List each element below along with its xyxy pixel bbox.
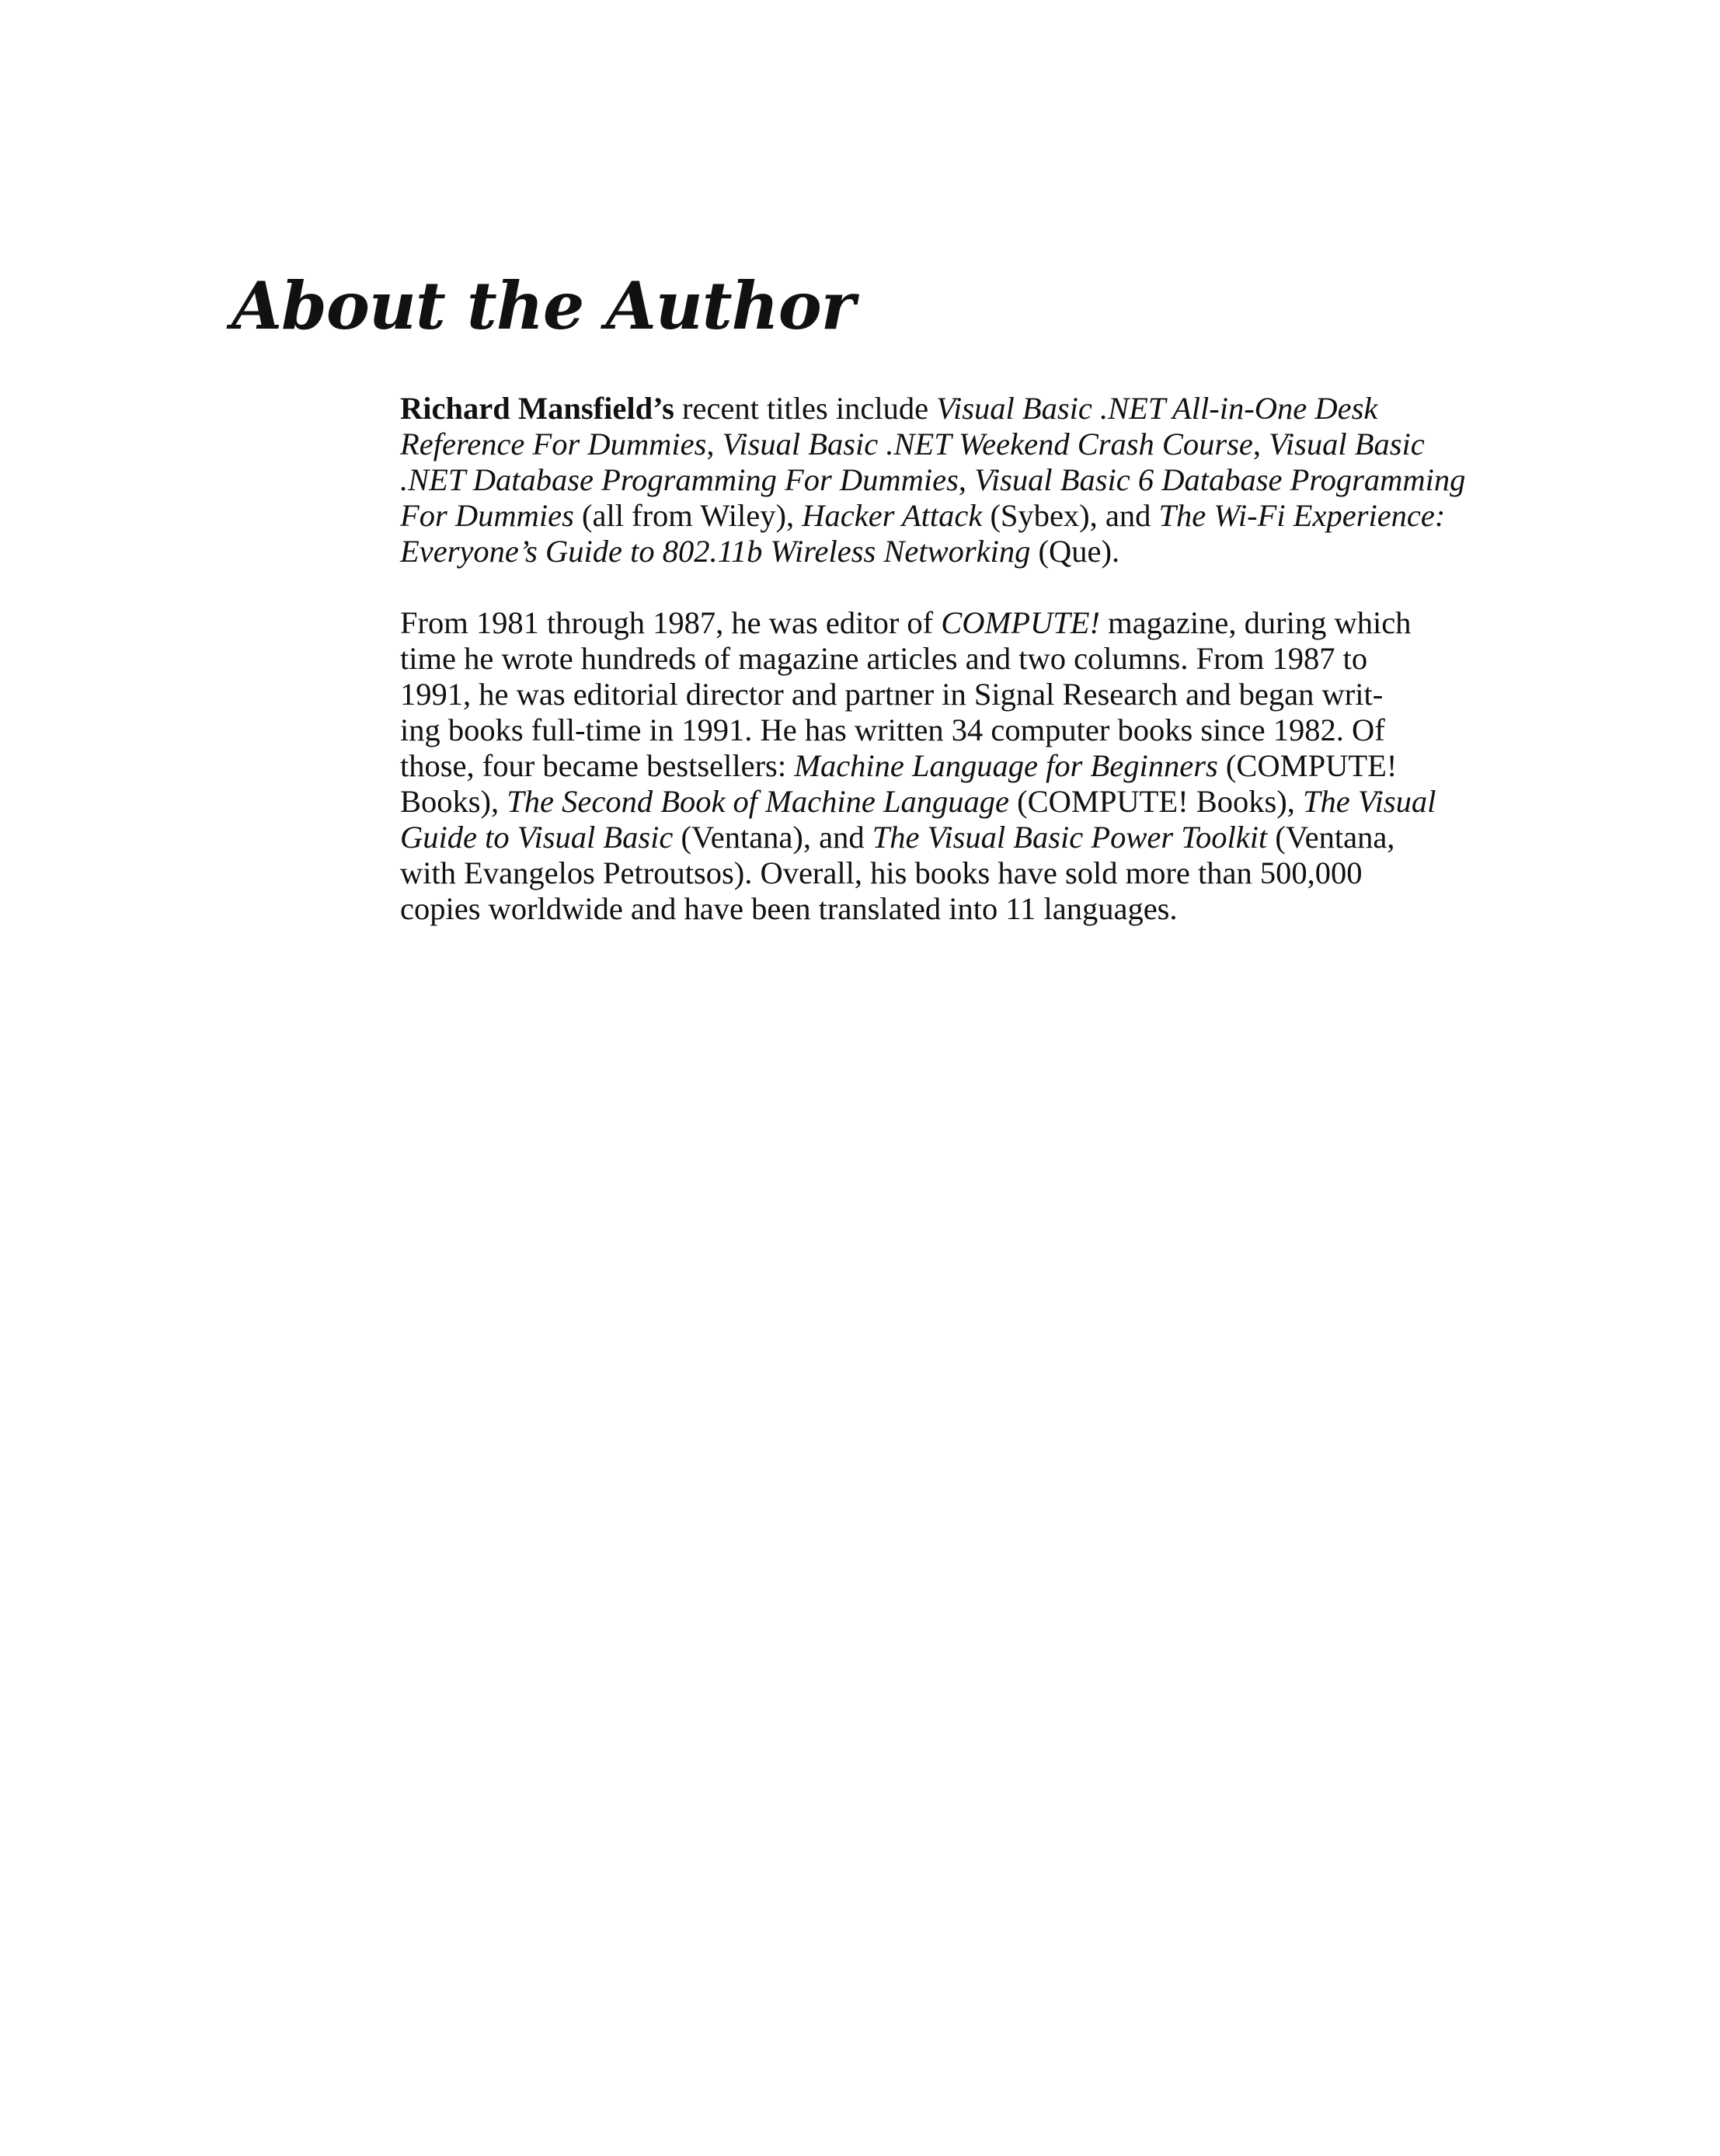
bio-paragraph-career (400, 605, 1503, 927)
text-run: (Ventana), and (673, 820, 872, 855)
bio-line (400, 498, 1445, 533)
bio-line (400, 855, 1362, 890)
bio-line (400, 784, 1436, 819)
text-run: From 1981 through 1987, he was editor of (400, 605, 942, 640)
page-title: About the Author (232, 267, 855, 344)
book-title: The Visual (1303, 784, 1436, 819)
text-run: (COMPUTE! Books), (1009, 784, 1304, 819)
bio-line (400, 748, 1397, 783)
text-run: (COMPUTE! (1217, 748, 1398, 783)
bio-paragraph-titles (400, 391, 1503, 569)
magazine-title: COMPUTE! (941, 605, 1101, 640)
text-run: copies worldwide and have been translated into 11 languages. (400, 891, 1178, 926)
text-run: (Que). (1030, 534, 1120, 569)
author-bio (400, 391, 1503, 963)
book-title: For Dummies (400, 498, 574, 533)
text-run: those, four became bestsellers: (400, 748, 795, 783)
book-title: Hacker Attack (802, 498, 983, 533)
text-run: Books), (400, 784, 507, 819)
bio-line (400, 462, 1465, 497)
book-title: .NET Database Programming For Dummies (400, 462, 959, 497)
text-run: recent titles include (674, 391, 937, 426)
author-name: Richard Mansfield’s (400, 391, 674, 426)
bio-line (400, 605, 1411, 640)
book-title: Visual Basic .NET All-in-One Desk (936, 391, 1378, 426)
bio-line (400, 391, 1377, 426)
bio-line (400, 712, 1385, 747)
text-run: , (1252, 427, 1269, 462)
bio-line (400, 641, 1367, 676)
text-run: with Evangelos Petroutsos). Overall, his books have sold more than 500,000 (400, 855, 1363, 890)
bio-line (400, 677, 1383, 712)
book-title: The Wi-Fi Experience: (1158, 498, 1446, 533)
text-run: time he wrote hundreds of magazine articles and two columns. From 1987 to (400, 641, 1368, 676)
bio-line (400, 820, 1394, 855)
book-title: Visual Basic (1269, 427, 1425, 462)
book-title: The Visual Basic Power Toolkit (872, 820, 1268, 855)
book-title: Guide to Visual Basic (400, 820, 674, 855)
book-title: Machine Language for Beginners (794, 748, 1218, 783)
bio-line (400, 427, 1425, 462)
text-run: ing books full-time in 1991. He has written 34 computer books since 1982. Of (400, 712, 1385, 747)
text-run: , (958, 462, 975, 497)
book-title: Visual Basic .NET Weekend Crash Course (722, 427, 1253, 462)
text-run: , (706, 427, 722, 462)
book-title: Visual Basic 6 Database Programming (974, 462, 1466, 497)
text-run: 1991, he was editorial director and partner in Signal Research and began writ- (400, 677, 1384, 712)
book-title: The Second Book of Machine Language (507, 784, 1009, 819)
bio-line (400, 534, 1119, 569)
text-run: (all from Wiley), (573, 498, 803, 533)
bio-line (400, 891, 1178, 926)
text-run: magazine, during which (1100, 605, 1412, 640)
book-title: Reference For Dummies (400, 427, 707, 462)
text-run: (Sybex), and (982, 498, 1159, 533)
book-title: Everyone’s Guide to 802.11b Wireless Networking (400, 534, 1031, 569)
text-run: (Ventana, (1267, 820, 1395, 855)
